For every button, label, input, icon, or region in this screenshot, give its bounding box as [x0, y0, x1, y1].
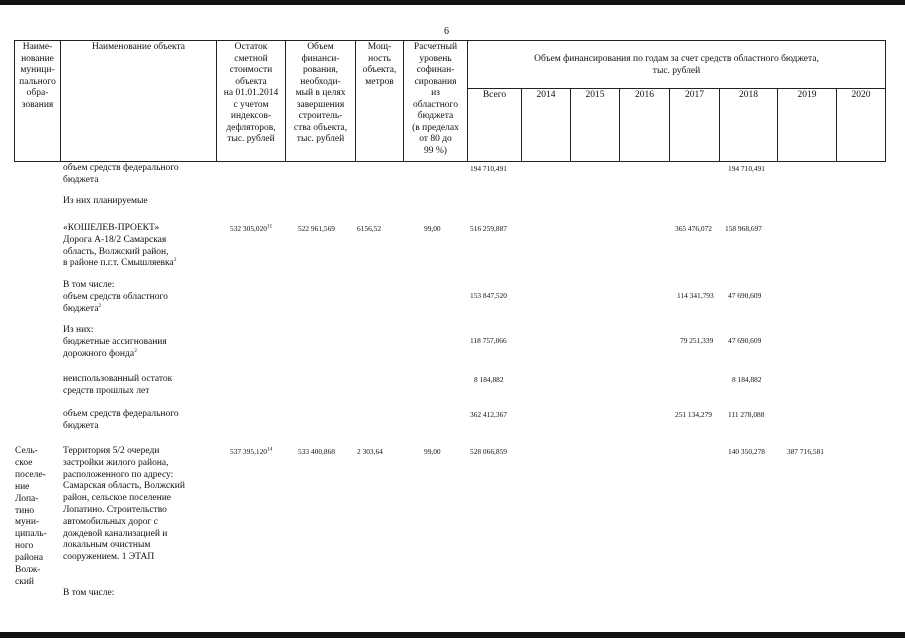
- row-road-fund-total: 118 757,066: [470, 336, 507, 345]
- header-year-2015: 2015: [585, 90, 605, 100]
- row-koshelev-name: «КОШЕЛЕВ-ПРОЕКТ» Дорога А-18/2 Самарская область, Волжский район, в районе п.г.т. Смышляевка$^2$: [63, 223, 177, 269]
- header-cofinancing-level: Расчетный уровень софинан- сирования из областного бюджета (в пределах от 80 до 99 %): [412, 42, 459, 156]
- row-regional-budget-2017: 114 341,793: [677, 291, 714, 300]
- row-koshelev-total: 516 259,887: [470, 224, 507, 233]
- row-road-fund-name: Из них: бюджетные ассигнования дорожного фонда$^2$: [63, 325, 167, 359]
- row-koshelev-level: 99,00: [424, 224, 441, 233]
- header-year-2018: 2018: [739, 90, 758, 100]
- header-object-name: Наименование объекта: [91, 42, 185, 52]
- row-lopatino-municipality: Сель- ское поселе- ние Лопа- тино муни- ципаль- ного района Волж- ский: [15, 446, 47, 587]
- row-road-fund-2017: 79 251,339: [680, 336, 714, 345]
- page-number: 6: [444, 26, 449, 37]
- row-lopatino-level: 99,00: [424, 447, 441, 456]
- row-regional-budget-name: В том числе: объем средств областного бюджета$^2$: [63, 280, 168, 314]
- bottom-border: [0, 632, 905, 638]
- header-capacity: Мощ- ность объекта, метров: [362, 42, 397, 87]
- row-federal-budget-total: 194 710,491: [470, 164, 507, 173]
- row-regional-budget-2018: 47 690,609: [728, 291, 762, 300]
- header-year-2017: 2017: [685, 90, 704, 100]
- row-federal-budget-2018: 194 710,491: [728, 164, 765, 173]
- row-federal-budget2-2018: 111 278,088: [728, 410, 765, 419]
- row-planned-label: Из них планируемые: [63, 196, 148, 206]
- row-regional-budget-total: 153 847,520: [470, 291, 507, 300]
- row-lopatino-2019: 387 716,581: [787, 447, 824, 456]
- header-year-2020: 2020: [851, 90, 871, 100]
- header-year-total: Всего: [482, 90, 507, 100]
- row-lopatino-volume: 533 400,868: [298, 447, 335, 456]
- row-lopatino-2018: 140 350,278: [728, 447, 765, 456]
- header-year-2016: 2016: [635, 90, 654, 100]
- row-federal-budget-name: объем средств федерального бюджета: [63, 163, 179, 185]
- row-federal-budget2-name: объем средств федерального бюджета: [63, 409, 179, 431]
- table-header: [14, 40, 886, 162]
- row-unused-balance-name: неиспользованный остаток средств прошлых лет: [63, 374, 173, 396]
- row-lopatino-total: 528 066,859: [470, 447, 507, 456]
- row-lopatino-name: Территория 5/2 очереди застройки жилого района, расположенного по адресу: Самарская область, Волжский район, сельское поселение Лопатино. Строительство автомобильных дорог с дождевой канализацией и локальным очистным сооружением. 1 ЭТАП: [63, 446, 185, 563]
- row-federal-budget2-2017: 251 134,279: [675, 410, 712, 419]
- row-including-label: В том числе:: [63, 588, 115, 598]
- header-financing-volume: Объем финанси- рования, необходи- мый в целях завершения строитель- ства объекта, тыс. рублей: [293, 42, 348, 144]
- header-municipality: Наиме- нование муници- пального обра- зования: [19, 42, 56, 110]
- row-koshelev-2018: 158 968,697: [725, 224, 762, 233]
- row-lopatino-remaining: 537 395,120$^{14}$: [230, 446, 273, 456]
- row-federal-budget2-total: 362 412,367: [470, 410, 507, 419]
- row-lopatino-capacity: 2 303,64: [357, 447, 383, 456]
- row-unused-balance-2018: 8 184,882: [732, 375, 762, 384]
- header-funding-by-year: Объем финансирования по годам за счет средств областного бюджета, тыс. рублей: [534, 54, 819, 76]
- header-remaining-cost: Остаток сметной стоимости объекта на 01.01.2014 с учетом индексов- дефляторов, тыс. рублей: [223, 42, 279, 144]
- row-koshelev-volume: 522 961,569: [298, 224, 335, 233]
- row-koshelev-remaining: 532 305,020$^{11}$: [230, 223, 273, 233]
- row-unused-balance-total: 8 184,882: [474, 375, 504, 384]
- header-year-2019: 2019: [797, 90, 817, 100]
- row-koshelev-2017: 365 476,072: [675, 224, 712, 233]
- header-year-2014: 2014: [536, 90, 556, 100]
- top-border: [0, 0, 905, 5]
- row-koshelev-capacity: 6156,52: [357, 224, 382, 233]
- row-road-fund-2018: 47 690,609: [728, 336, 762, 345]
